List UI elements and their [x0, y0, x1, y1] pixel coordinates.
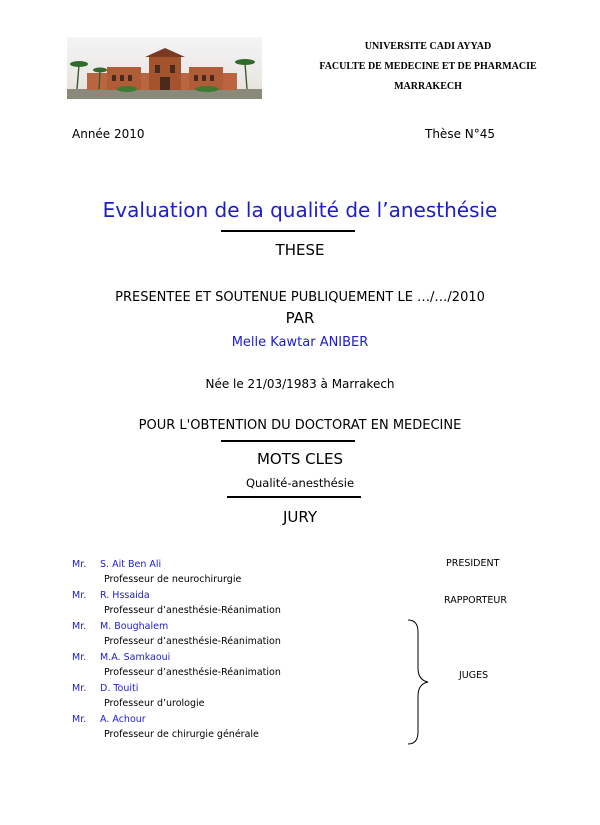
degree-purpose: POUR L'OBTENTION DU DOCTORAT EN MEDECINE — [138, 418, 462, 433]
jury-title: Professeur de neurochirurgie — [104, 574, 242, 585]
keywords-label: MOTS CLES — [256, 450, 344, 468]
jury-prefix: Mr. — [72, 652, 87, 663]
jury-prefix: Mr. — [72, 714, 87, 725]
jury-name: R. Hssaida — [100, 590, 150, 601]
jury-title: Professeur d’urologie — [104, 698, 205, 709]
jury-name: D. Touiti — [100, 683, 139, 694]
jury-name: A. Achour — [100, 714, 146, 725]
jury-name: M.A. Samkaoui — [100, 652, 171, 663]
academic-year: Année 2010 — [72, 127, 145, 141]
jury-prefix: Mr. — [72, 590, 87, 601]
jury-prefix: Mr. — [72, 559, 87, 570]
thesis-title: Evaluation de la qualité de l’anesthésie — [102, 198, 498, 222]
judges-brace — [404, 618, 430, 746]
jury-name: M. Boughalem — [100, 621, 169, 632]
thesis-number: Thèse N°45 — [425, 127, 496, 141]
author-name: Melle Kawtar ANIBER — [231, 335, 369, 350]
jury-title: Professeur d’anesthésie-Réanimation — [104, 636, 281, 647]
jury-title: Professeur de chirurgie générale — [104, 729, 259, 740]
purpose-divider — [221, 440, 355, 442]
jury-prefix: Mr. — [72, 683, 87, 694]
keywords-divider — [227, 496, 361, 498]
role-juges: JUGES — [459, 670, 489, 681]
university-name: UNIVERSITE CADI AYYAD — [364, 41, 492, 52]
faculty-building-logo — [67, 37, 262, 99]
birth-info: Née le 21/03/1983 à Marrakech — [205, 377, 395, 391]
presentation-line: PRESENTEE ET SOUTENUE PUBLIQUEMENT LE …/…/2010 — [115, 290, 485, 305]
jury-title: Professeur d’anesthésie-Réanimation — [104, 667, 281, 678]
faculty-name: FACULTE DE MEDECINE ET DE PHARMACIE — [319, 61, 537, 72]
jury-label: JURY — [282, 508, 318, 526]
role-president: PRESIDENT — [446, 558, 500, 569]
city-name: MARRAKECH — [394, 81, 462, 92]
role-rapporteur: RAPPORTEUR — [444, 595, 507, 606]
par-label: PAR — [285, 309, 315, 327]
these-label: THESE — [275, 241, 325, 259]
jury-prefix: Mr. — [72, 621, 87, 632]
jury-name: S. Ait Ben Ali — [100, 559, 162, 570]
jury-title: Professeur d’anesthésie-Réanimation — [104, 605, 281, 616]
keywords-value: Qualité-anesthésie — [245, 476, 355, 490]
title-divider — [221, 230, 355, 232]
